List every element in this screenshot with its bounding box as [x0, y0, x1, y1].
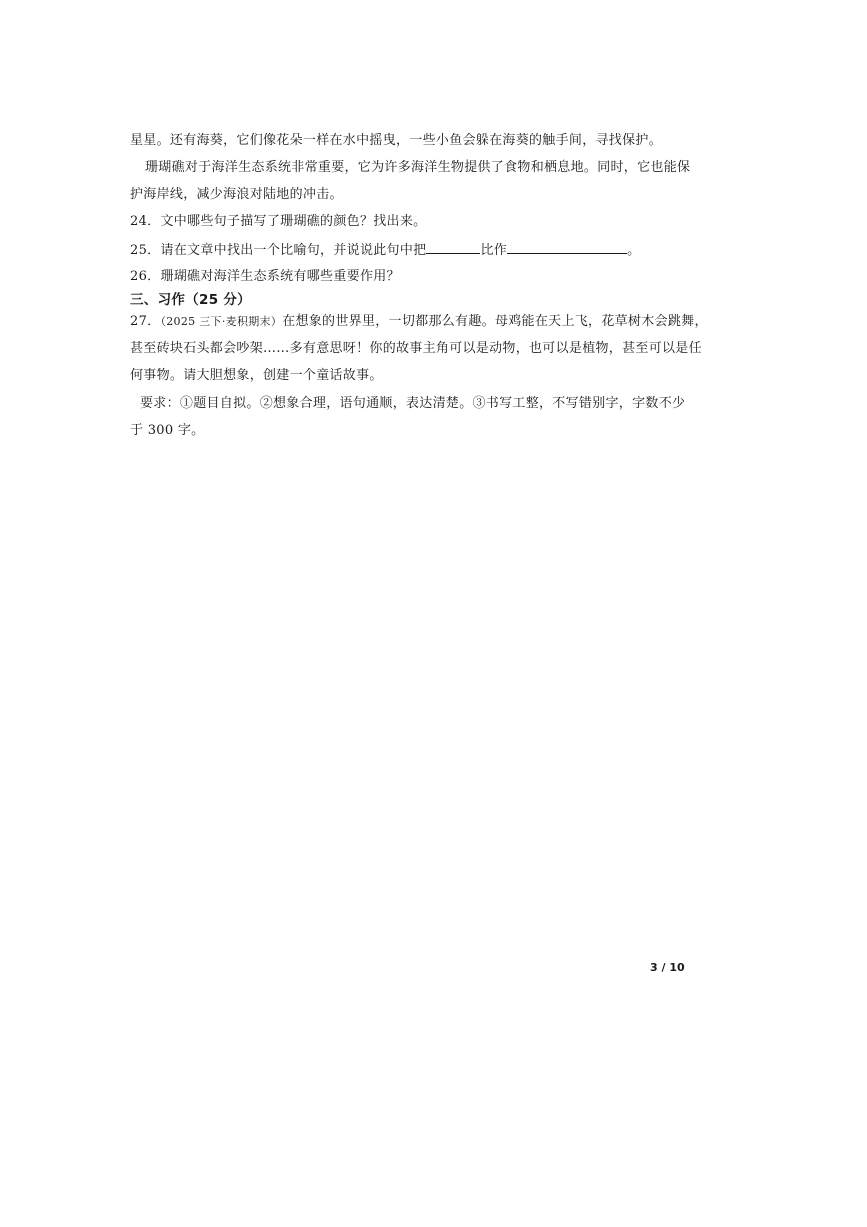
question-25-prefix: 25．请在文章中找出一个比喻句，并说说此句中把 — [130, 243, 427, 258]
question-27-line-2: 甚至砖块石头都会吵架……多有意思呀！你的故事主角可以是动物，也可以是植物，甚至可以是任 — [130, 341, 702, 356]
passage-line-3: 护海岸线，减少海浪对陆地的冲击。 — [130, 187, 343, 202]
question-25-suffix: 。 — [627, 243, 641, 258]
page-number: 3 / 10 — [650, 961, 685, 974]
question-26: 26．珊瑚礁对海洋生态系统有哪些重要作用？ — [130, 269, 400, 284]
question-27-number: 27． — [130, 314, 161, 329]
section-heading: 三、习作（25 分） — [130, 292, 251, 308]
question-25 — [130, 241, 690, 260]
question-27-line-3: 何事物。请大胆想象，创建一个童话故事。 — [130, 368, 383, 383]
answer-blank-2[interactable] — [507, 241, 627, 254]
question-24: 24．文中哪些句子描写了珊瑚礁的颜色？找出来。 — [130, 214, 427, 229]
requirements-line-2: 于 300 字。 — [130, 423, 205, 438]
passage-line-1: 星星。还有海葵，它们像花朵一样在水中摇曳，一些小鱼会躲在海葵的触手间，寻找保护。 — [130, 133, 663, 148]
passage-line-2: 珊瑚礁对于海洋生态系统非常重要，它为许多海洋生物提供了食物和栖息地。同时，它也能保 — [145, 160, 691, 175]
question-27-text: 在想象的世界里，一切都那么有趣。母鸡能在天上飞，花草树木会跳舞， — [282, 314, 708, 329]
answer-blank-1[interactable] — [426, 241, 480, 254]
requirements-line-1: 要求：①题目自拟。②想象合理，语句通顺，表达清楚。③书写工整，不写错别字，字数不少 — [140, 396, 686, 411]
question-27-line-1 — [130, 313, 708, 331]
question-source: （2025 三下·麦积期末） — [160, 315, 283, 328]
question-25-middle: 比作 — [480, 243, 508, 258]
